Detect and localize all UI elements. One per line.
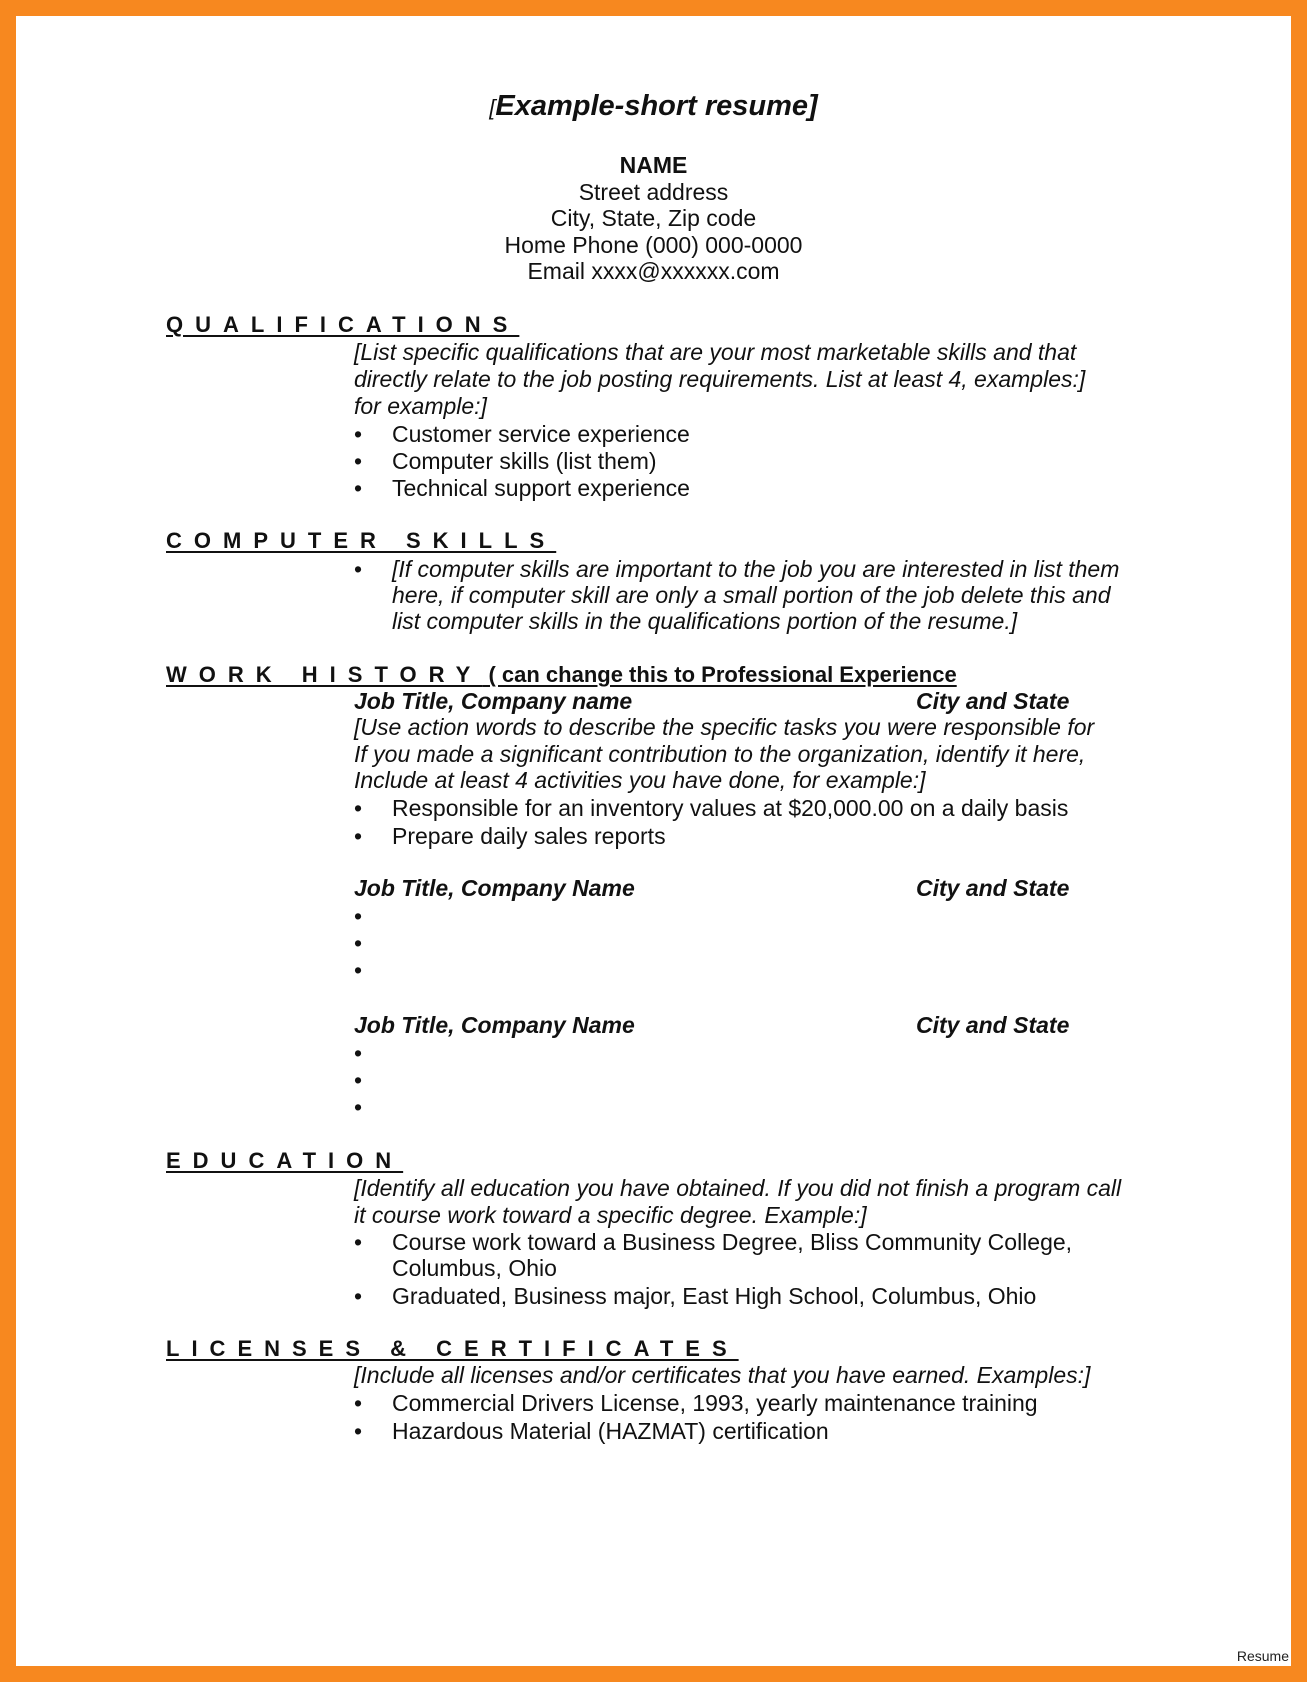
list-item: •: [354, 957, 363, 983]
qualifications-intro-3: for example:]: [354, 393, 487, 419]
job-description-2: If you made a significant contribution to the organization, identify it here,: [354, 741, 1086, 767]
job-location-3: City and State: [916, 1012, 1070, 1038]
qualifications-intro-2: directly relate to the job posting requirements. List at least 4, examples:]: [354, 366, 1086, 392]
list-item: • Course work toward a Business Degree, Bliss Community College,: [354, 1229, 1073, 1255]
list-item: • Customer service experience: [354, 421, 690, 447]
computer-skills-heading: COMPUTER SKILLS: [166, 528, 557, 553]
work-history-heading: WORK HISTORY ( can change this to Professional Experience: [166, 662, 957, 687]
qualifications-heading: QUALIFICATIONS: [166, 312, 520, 337]
list-item: •: [354, 1040, 363, 1066]
licenses-heading: LICENSES & CERTIFICATES: [166, 1336, 739, 1361]
contact-phone: Home Phone (000) 000-0000: [504, 232, 803, 258]
contact-email: Email xxxx@xxxxxx.com: [527, 258, 780, 284]
list-item: • Technical support experience: [354, 475, 690, 501]
job-title-3: Job Title, Company Name: [354, 1012, 635, 1038]
document-title: [Example-short resume]: [489, 90, 818, 122]
list-item: • Hazardous Material (HAZMAT) certification: [354, 1418, 829, 1444]
list-item: •: [354, 1094, 363, 1120]
job-location-2: City and State: [916, 875, 1070, 901]
list-item: • Prepare daily sales reports: [354, 823, 666, 849]
contact-city: City, State, Zip code: [550, 205, 757, 231]
list-item: • [If computer skills are important to the job you are interested in list them: [354, 556, 1120, 582]
contact-street: Street address: [578, 179, 729, 205]
education-intro-2: it course work toward a specific degree. Example:]: [354, 1202, 867, 1228]
contact-name: NAME: [619, 152, 688, 178]
job-description-1: [Use action words to describe the specific tasks you were responsible for: [354, 714, 1095, 740]
footer-label: Resume: [1236, 1648, 1289, 1664]
list-item-continued: Columbus, Ohio: [392, 1255, 557, 1281]
qualifications-intro-1: [List specific qualifications that are your most marketable skills and that: [354, 339, 1077, 365]
list-item-continued: here, if computer skill are only a small portion of the job delete this and: [392, 582, 1111, 608]
job-location-1: City and State: [916, 688, 1070, 714]
job-title-1: Job Title, Company name: [354, 688, 633, 714]
job-description-3: Include at least 4 activities you have done, for example:]: [354, 767, 926, 793]
list-item-continued: list computer skills in the qualifications portion of the resume.]: [392, 608, 1018, 634]
education-heading: EDUCATION: [166, 1148, 404, 1173]
licenses-intro: [Include all licenses and/or certificates that you have earned. Examples:]: [354, 1362, 1091, 1388]
list-item: • Computer skills (list them): [354, 448, 657, 474]
list-item: •: [354, 930, 363, 956]
list-item: • Responsible for an inventory values at $20,000.00 on a daily basis: [354, 795, 1069, 821]
list-item: • Graduated, Business major, East High School, Columbus, Ohio: [354, 1283, 1037, 1309]
job-title-2: Job Title, Company Name: [354, 875, 635, 901]
list-item: •: [354, 1067, 363, 1093]
education-intro-1: [Identify all education you have obtained. If you did not finish a program call: [354, 1175, 1122, 1201]
list-item: •: [354, 903, 363, 929]
list-item: • Commercial Drivers License, 1993, yearly maintenance training: [354, 1390, 1038, 1416]
